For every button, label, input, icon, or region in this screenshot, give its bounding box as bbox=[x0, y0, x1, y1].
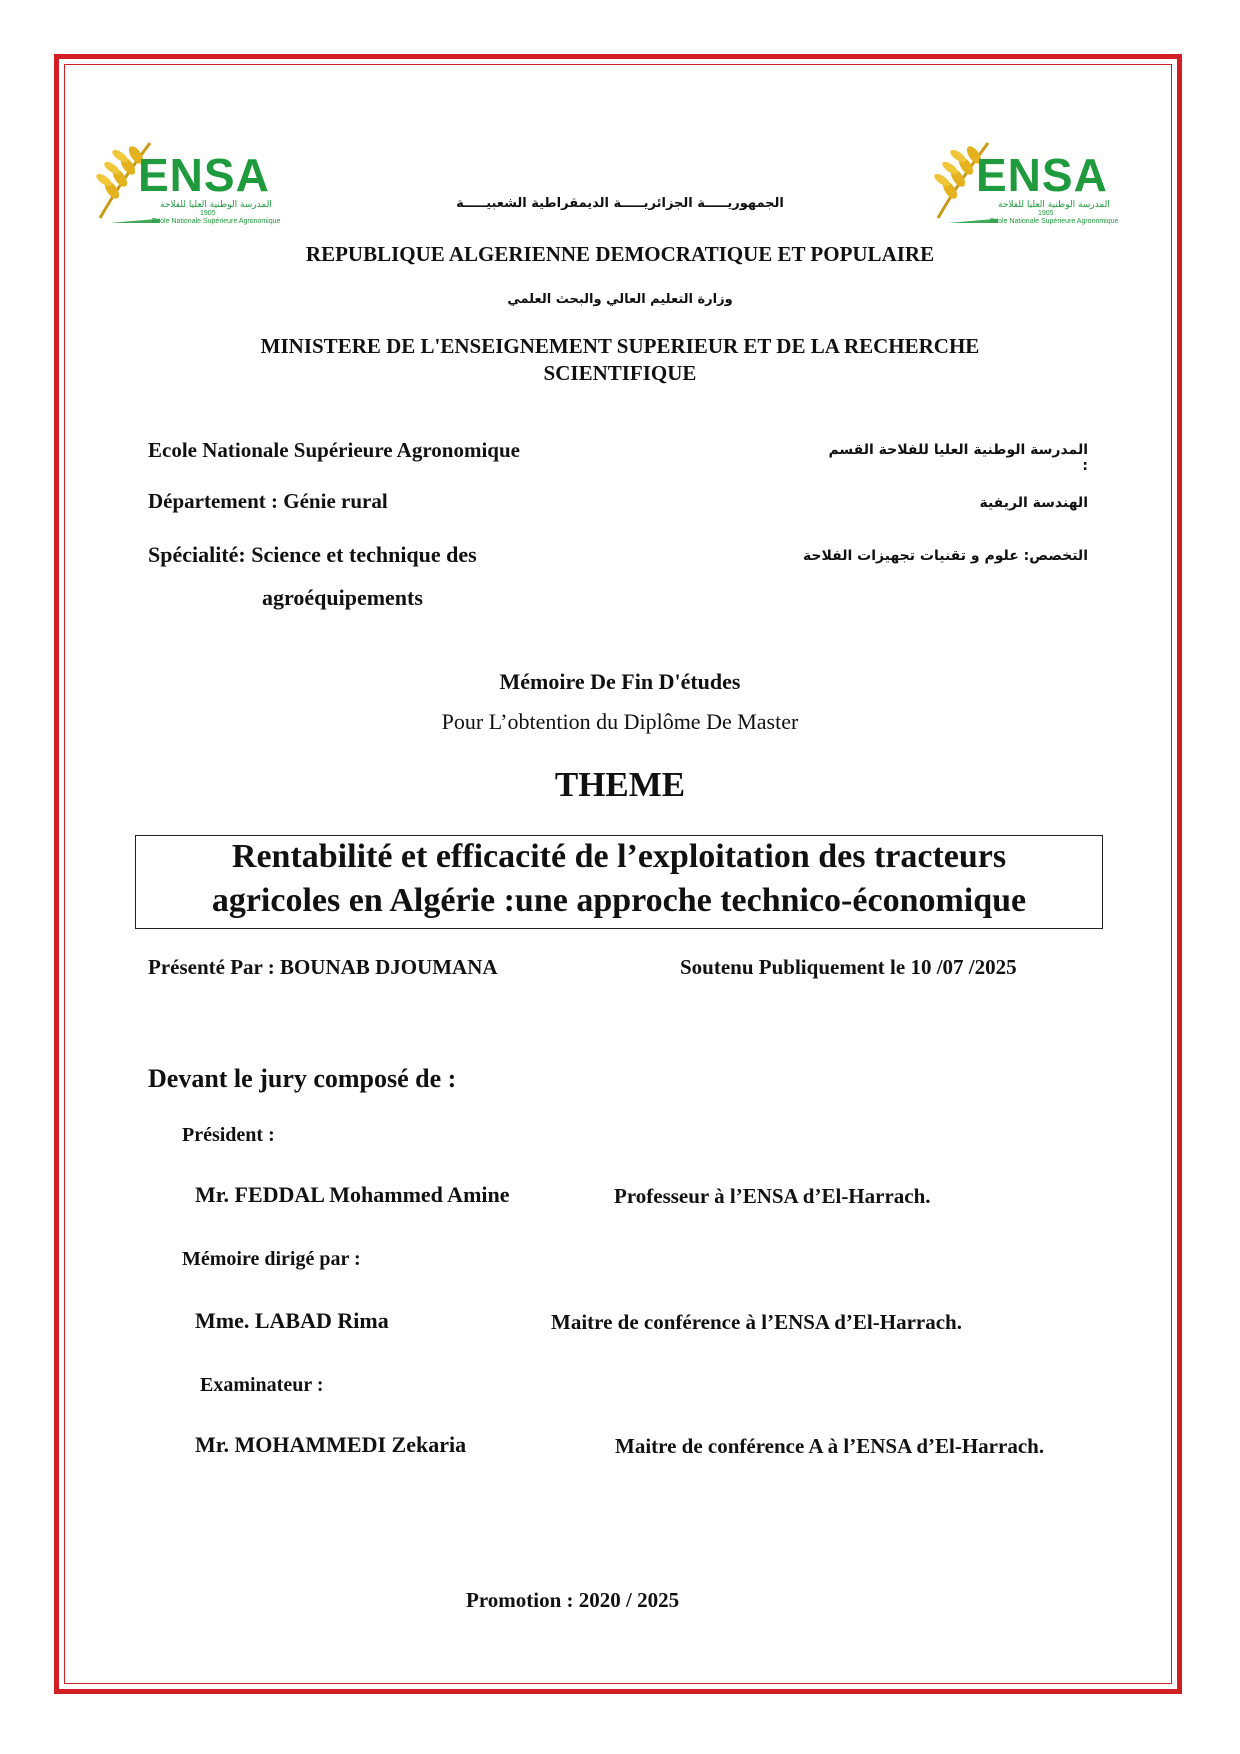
theme-label: THEME bbox=[554, 765, 686, 804]
theme-title-line2: agricoles en Algérie :une approche technico-économique bbox=[211, 882, 1027, 919]
president-label: Président : bbox=[182, 1124, 275, 1146]
speciality: Spécialité: Science et technique des bbox=[148, 542, 477, 567]
president-role: Professeur à l’ENSA d’El-Harrach. bbox=[614, 1184, 931, 1208]
department: Département : Génie rural bbox=[148, 489, 388, 513]
examiner-label: Examinateur : bbox=[200, 1374, 324, 1396]
theme-title-line1: Rentabilité et efficacité de l’exploitation des tracteurs bbox=[231, 838, 1007, 875]
school-name: Ecole Nationale Supérieure Agronomique bbox=[148, 438, 520, 462]
speciality-continued: agroéquipements bbox=[262, 585, 423, 610]
ensa-logo-right bbox=[928, 128, 1128, 228]
examiner-name: Mr. MOHAMMEDI Zekaria bbox=[195, 1432, 467, 1457]
logo-title: ENSA bbox=[976, 149, 1108, 201]
speciality-arabic: التخصص: علوم و تقنيات تجهيزات الفلاحة bbox=[802, 548, 1088, 564]
memoir-subtitle: Pour L’obtention du Diplôme De Master bbox=[441, 709, 799, 734]
presented-by: Présenté Par : BOUNAB DJOUMANA bbox=[148, 955, 498, 979]
logo-title: ENSA bbox=[138, 149, 270, 201]
ministry-french-line2: SCIENTIFIQUE bbox=[543, 361, 697, 385]
director-role: Maitre de conférence à l’ENSA d’El-Harrach. bbox=[551, 1310, 962, 1334]
logo-subtitle: Ecole Nationale Supérieure Agronomique bbox=[152, 218, 281, 225]
logo-arabic: المدرسة الوطنية العليا للفلاحة bbox=[160, 200, 272, 210]
logo-year: 1905 bbox=[1038, 210, 1054, 217]
logo-subtitle: Ecole Nationale Supérieure Agronomique bbox=[990, 218, 1119, 225]
republic-french: REPUBLIQUE ALGERIENNE DEMOCRATIQUE ET POPULAIRE bbox=[305, 242, 935, 266]
ensa-logo-left bbox=[90, 128, 290, 228]
department-arabic: الهندسة الريفية bbox=[979, 495, 1088, 511]
ministry-french-line1: MINISTERE DE L'ENSEIGNEMENT SUPERIEUR ET DE LA RECHERCHE bbox=[260, 334, 980, 358]
jury-heading: Devant le jury composé de : bbox=[148, 1064, 457, 1093]
logo-arabic: المدرسة الوطنية العليا للفلاحة bbox=[998, 200, 1110, 210]
republic-arabic: الجمهوريـــــة الجزائريـــــة الديمقراطية الشعبيـــــة bbox=[456, 196, 784, 211]
logo-year: 1905 bbox=[200, 210, 216, 217]
director-name: Mme. LABAD Rima bbox=[195, 1308, 389, 1333]
ministry-arabic: وزارة التعليم العالي والبحث العلمي bbox=[507, 292, 733, 307]
promotion: Promotion : 2020 / 2025 bbox=[466, 1588, 680, 1612]
memoir-title: Mémoire De Fin D'études bbox=[499, 669, 741, 694]
defense-date: Soutenu Publiquement le 10 /07 /2025 bbox=[680, 955, 1017, 979]
school-name-arabic: المدرسة الوطنية العليا للفلاحة القسم : bbox=[828, 442, 1088, 474]
examiner-role: Maitre de conférence A à l’ENSA d’El-Harrach. bbox=[615, 1434, 1045, 1458]
president-name: Mr. FEDDAL Mohammed Amine bbox=[195, 1182, 510, 1207]
director-label: Mémoire dirigé par : bbox=[182, 1248, 361, 1270]
